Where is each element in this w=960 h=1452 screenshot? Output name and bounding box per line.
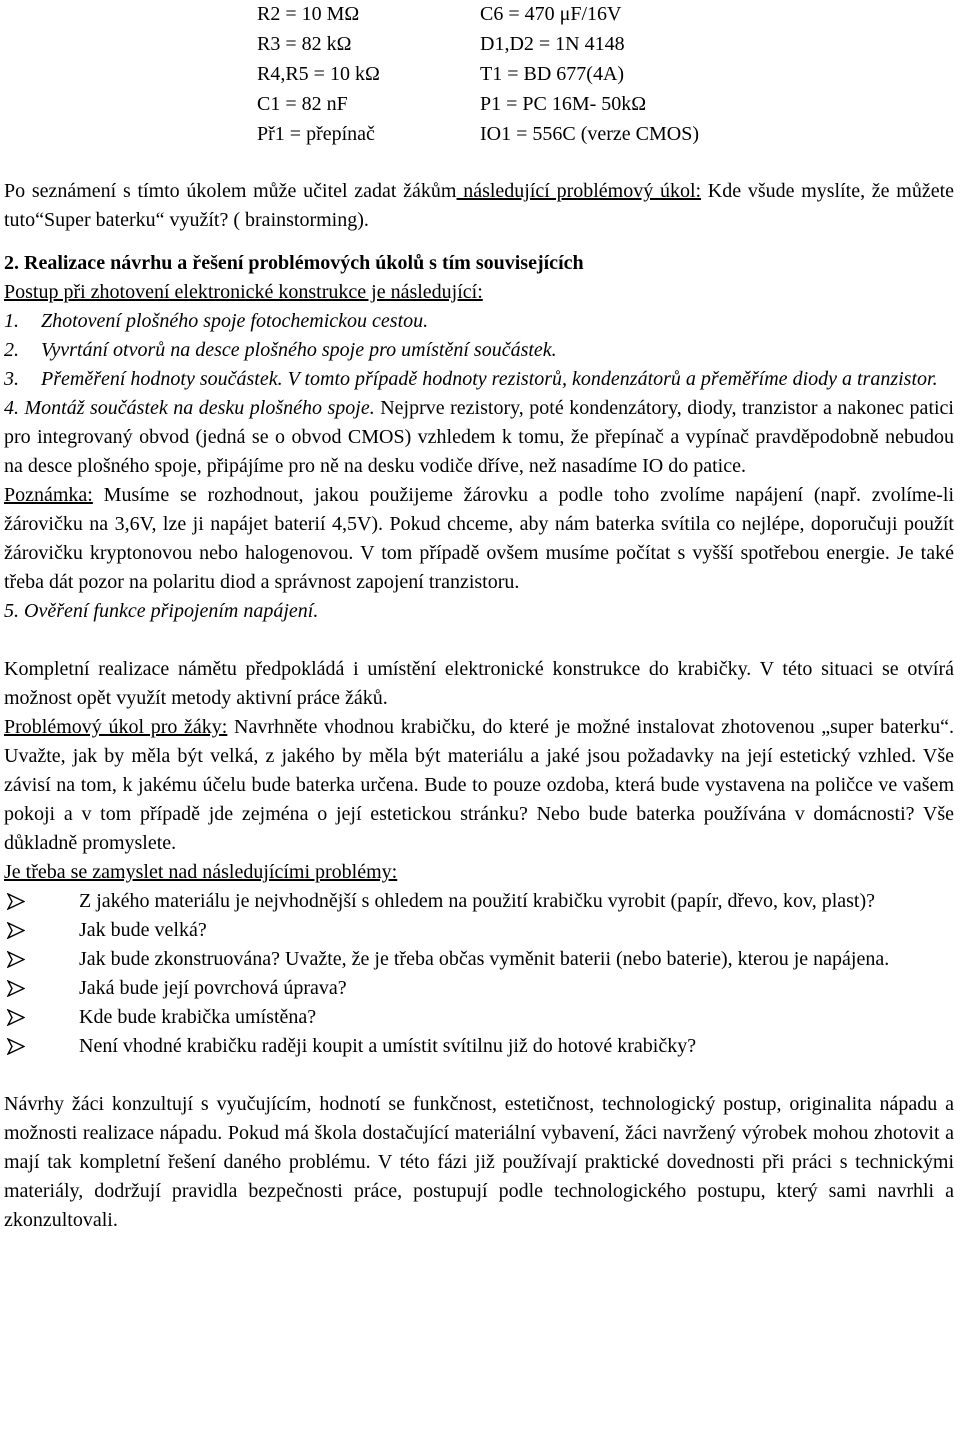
step-item [4, 365, 954, 394]
step-item [4, 336, 954, 365]
step-title: Montáž součástek na desku plošného spoje. [24, 397, 375, 419]
realization-paragraph: Kompletní realizace námětu předpokládá i umístění elektronické konstrukce do krabičky. V této situaci se otvírá možnost opět využít metody aktivní práce žáků. [4, 658, 954, 709]
step-number: 3. [4, 368, 19, 390]
question-list [4, 887, 954, 1061]
intro-paragraph [4, 177, 954, 235]
component-left: R2 = 10 MΩ [257, 3, 360, 25]
component-right: IO1 = 556C (verze CMOS) [480, 123, 700, 145]
note-text: Musíme se rozhodnout, jakou použijeme žárovku a podle toho zvolíme napájení (např. zvolíme-li žárovičku na 3,6V, lze ji napájet baterií 4,5V). Pokud chceme, aby nám baterka svítila co nejlépe, doporučuji použít žárovičku kryptonovou nebo halogenovou. V tom případě ovšem musíme počítat s vyšší spotřebou energie. Je také třeba dát pozor na polaritu diod a správnost zapojení tranzistoru. [4, 484, 954, 593]
list-item [4, 974, 954, 1003]
question-text: Jak bude zkonstruována? Uvažte, že je třeba občas vyměnit baterii (nebo baterie), kterou je napájena. [79, 948, 890, 970]
question-text: Kde bude krabička umístěna? [79, 1006, 317, 1028]
question-text: Jak bude velká? [79, 919, 207, 941]
step-number: 4. [4, 397, 19, 419]
step-4-paragraph [4, 394, 954, 481]
task-paragraph [4, 713, 954, 858]
step-number: 2. [4, 339, 19, 361]
arrow-bullet-icon [4, 1003, 79, 1032]
step-text: Přeměření hodnoty součástek. V tomto případě hodnoty rezistorů, kondenzátorů a přeměříme diody a tranzistor. [41, 368, 938, 390]
task-label: Problémový úkol pro žáky: [4, 716, 228, 738]
arrow-bullet-icon [4, 1032, 79, 1061]
step-item [4, 307, 954, 336]
step-5: 5. Ověření funkce připojením napájení. [4, 600, 319, 622]
problems-heading: Je třeba se zamyslet nad následujícími problémy: [4, 861, 398, 883]
arrow-bullet-icon [4, 974, 79, 1003]
step-text: Zhotovení plošného spoje fotochemickou cestou. [41, 310, 429, 332]
intro-text-end: Kde všude myslíte, že můžete tuto“Super baterku“ využít? ( brainstorming). [4, 180, 955, 231]
component-right: T1 = BD 677(4A) [480, 63, 625, 85]
section-heading: 2. Realizace návrhu a řešení problémových úkolů s tím souvisejících [4, 252, 584, 274]
conclusion-paragraph: Návrhy žáci konzultují s vyučujícím, hodnotí se funkčnost, estetičnost, technologický postup, originalita nápadu a možnosti realizace nápadu. Pokud má škola dostačující materiální vybavení, žáci navržený výrobek mohou zhotovit a mají tak kompletní řešení daného problému. V této fázi již používají praktické dovednosti při práci s technickými materiály, dodržují pravidla bezpečnosti práce, postupují podle technologického postupu, který sami navrhli a zkonzultovali. [4, 1093, 954, 1231]
list-item [4, 1032, 954, 1061]
question-text: Jaká bude její povrchová úprava? [79, 977, 347, 999]
step-number: 1. [4, 310, 19, 332]
question-text: Není vhodné krabičku raději koupit a umístit svítilnu již do hotové krabičky? [79, 1035, 697, 1057]
arrow-bullet-icon [4, 887, 79, 916]
list-item [4, 1003, 954, 1032]
arrow-bullet-icon [4, 945, 79, 974]
procedure-heading: Postup při zhotovení elektronické konstrukce je následující: [4, 281, 483, 303]
list-item [4, 916, 954, 945]
component-left: R4,R5 = 10 kΩ [257, 63, 380, 85]
question-text: Z jakého materiálu je nejvhodnější s ohledem na použití krabičku vyrobit (papír, dřevo, kov, plast)? [79, 890, 876, 912]
intro-text: Po seznámení s tímto úkolem může učitel zadat žákům [4, 180, 457, 202]
component-left: Př1 = přepínač [257, 123, 375, 145]
spacer [4, 626, 954, 655]
step-text: Nejprve rezistory, poté kondenzátory, diody, tranzistor a nakonec patici pro integrovaný obvod (jedná se o obvod CMOS) vzhledem k tomu, že přepínač a vypínač pravděpodobně nebudou na desce plošného spoje, připájíme pro ně na desku vodiče dříve, než nasadíme IO do patice. [4, 397, 954, 477]
component-right: P1 = PC 16M- 50kΩ [480, 93, 647, 115]
component-right: C6 = 470 μF/16V [480, 3, 622, 25]
list-item [4, 945, 954, 974]
component-left: C1 = 82 nF [257, 93, 348, 115]
step-text: Vyvrtání otvorů na desce plošného spoje pro umístění součástek. [41, 339, 557, 361]
spacer [4, 235, 954, 249]
list-item [4, 887, 954, 916]
spacer [4, 1061, 954, 1090]
component-left: R3 = 82 kΩ [257, 33, 352, 55]
intro-underlined: následující problémový úkol: [456, 180, 702, 202]
arrow-bullet-icon [4, 916, 79, 945]
note-paragraph [4, 481, 954, 597]
component-right: D1,D2 = 1N 4148 [480, 33, 625, 55]
note-label: Poznámka: [4, 484, 93, 506]
task-text: Navrhněte vhodnou krabičku, do které je možné instalovat zhotovenou „super baterku“. Uvažte, jak by měla být velká, z jakého by měla být materiálu a jaké jsou požadavky na její estetický vzhled. Vše závisí na tom, k jakému účelu bude baterka určena. Bude to pouze ozdoba, která bude vystavena na poličce ve vašem pokoji a v tom případě jde zejména o její estetickou stránku? Nebo bude baterka používána v domácnosti? Vše důkladně promyslete. [4, 716, 954, 854]
document-body [4, 177, 954, 1235]
